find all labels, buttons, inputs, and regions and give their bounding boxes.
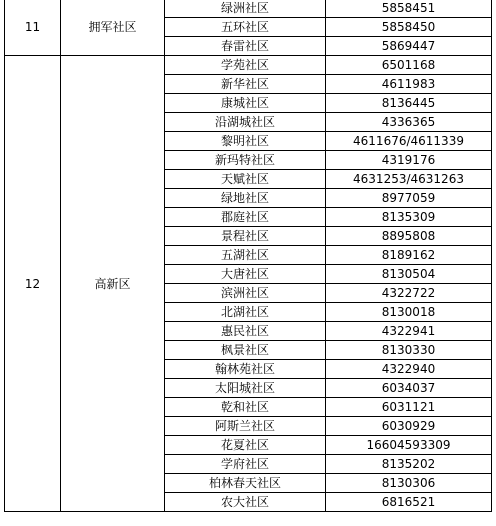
community-name-cell: 春雷社区 [165,37,326,56]
community-name-cell: 康城社区 [165,94,326,113]
phone-number-cell: 6030929 [326,417,492,436]
community-name-cell: 枫景社区 [165,341,326,360]
table-body [5,0,492,512]
phone-number-cell: 8977059 [326,189,492,208]
community-name-cell: 乾和社区 [165,398,326,417]
phone-number-cell: 4322940 [326,360,492,379]
community-name-cell: 学府社区 [165,455,326,474]
community-name-cell: 花夏社区 [165,436,326,455]
community-name-cell: 柏林春天社区 [165,474,326,493]
phone-number-cell: 5858451 [326,0,492,18]
community-name-cell: 惠民社区 [165,322,326,341]
phone-number-cell: 4611983 [326,75,492,94]
phone-number-cell: 8189162 [326,246,492,265]
group-number-cell: 11 [5,0,61,56]
phone-number-cell: 4319176 [326,151,492,170]
phone-number-cell: 8135202 [326,455,492,474]
community-name-cell: 太阳城社区 [165,379,326,398]
table-row [5,56,492,75]
phone-number-cell: 4322941 [326,322,492,341]
community-name-cell: 翰林苑社区 [165,360,326,379]
community-name-cell: 大唐社区 [165,265,326,284]
phone-number-cell: 8895808 [326,227,492,246]
phone-number-cell: 8130018 [326,303,492,322]
phone-number-cell: 8135309 [326,208,492,227]
community-name-cell: 沿湖城社区 [165,113,326,132]
phone-number-cell: 6501168 [326,56,492,75]
phone-number-cell: 4336365 [326,113,492,132]
table-row [5,0,492,18]
community-name-cell: 绿地社区 [165,189,326,208]
district-name-cell: 高新区 [61,56,165,512]
community-name-cell: 北湖社区 [165,303,326,322]
phone-number-cell: 8130504 [326,265,492,284]
community-name-cell: 五环社区 [165,18,326,37]
community-name-cell: 郡庭社区 [165,208,326,227]
phone-number-cell: 8130306 [326,474,492,493]
community-contact-table [4,0,492,512]
community-name-cell: 学苑社区 [165,56,326,75]
group-number-cell: 12 [5,56,61,512]
community-name-cell: 天赋社区 [165,170,326,189]
phone-number-cell: 6034037 [326,379,492,398]
district-name-cell: 拥军社区 [61,0,165,56]
community-name-cell: 新华社区 [165,75,326,94]
community-name-cell: 新玛特社区 [165,151,326,170]
community-name-cell: 绿洲社区 [165,0,326,18]
phone-number-cell: 5869447 [326,37,492,56]
phone-number-cell: 8130330 [326,341,492,360]
community-name-cell: 农大社区 [165,493,326,512]
phone-number-cell: 8136445 [326,94,492,113]
community-name-cell: 黎明社区 [165,132,326,151]
phone-number-cell: 6816521 [326,493,492,512]
phone-number-cell: 16604593309 [326,436,492,455]
community-name-cell: 阿斯兰社区 [165,417,326,436]
phone-number-cell: 5858450 [326,18,492,37]
phone-number-cell: 6031121 [326,398,492,417]
phone-number-cell: 4631253/4631263 [326,170,492,189]
community-name-cell: 滨洲社区 [165,284,326,303]
phone-number-cell: 4611676/4611339 [326,132,492,151]
phone-number-cell: 4322722 [326,284,492,303]
community-name-cell: 景程社区 [165,227,326,246]
community-name-cell: 五湖社区 [165,246,326,265]
